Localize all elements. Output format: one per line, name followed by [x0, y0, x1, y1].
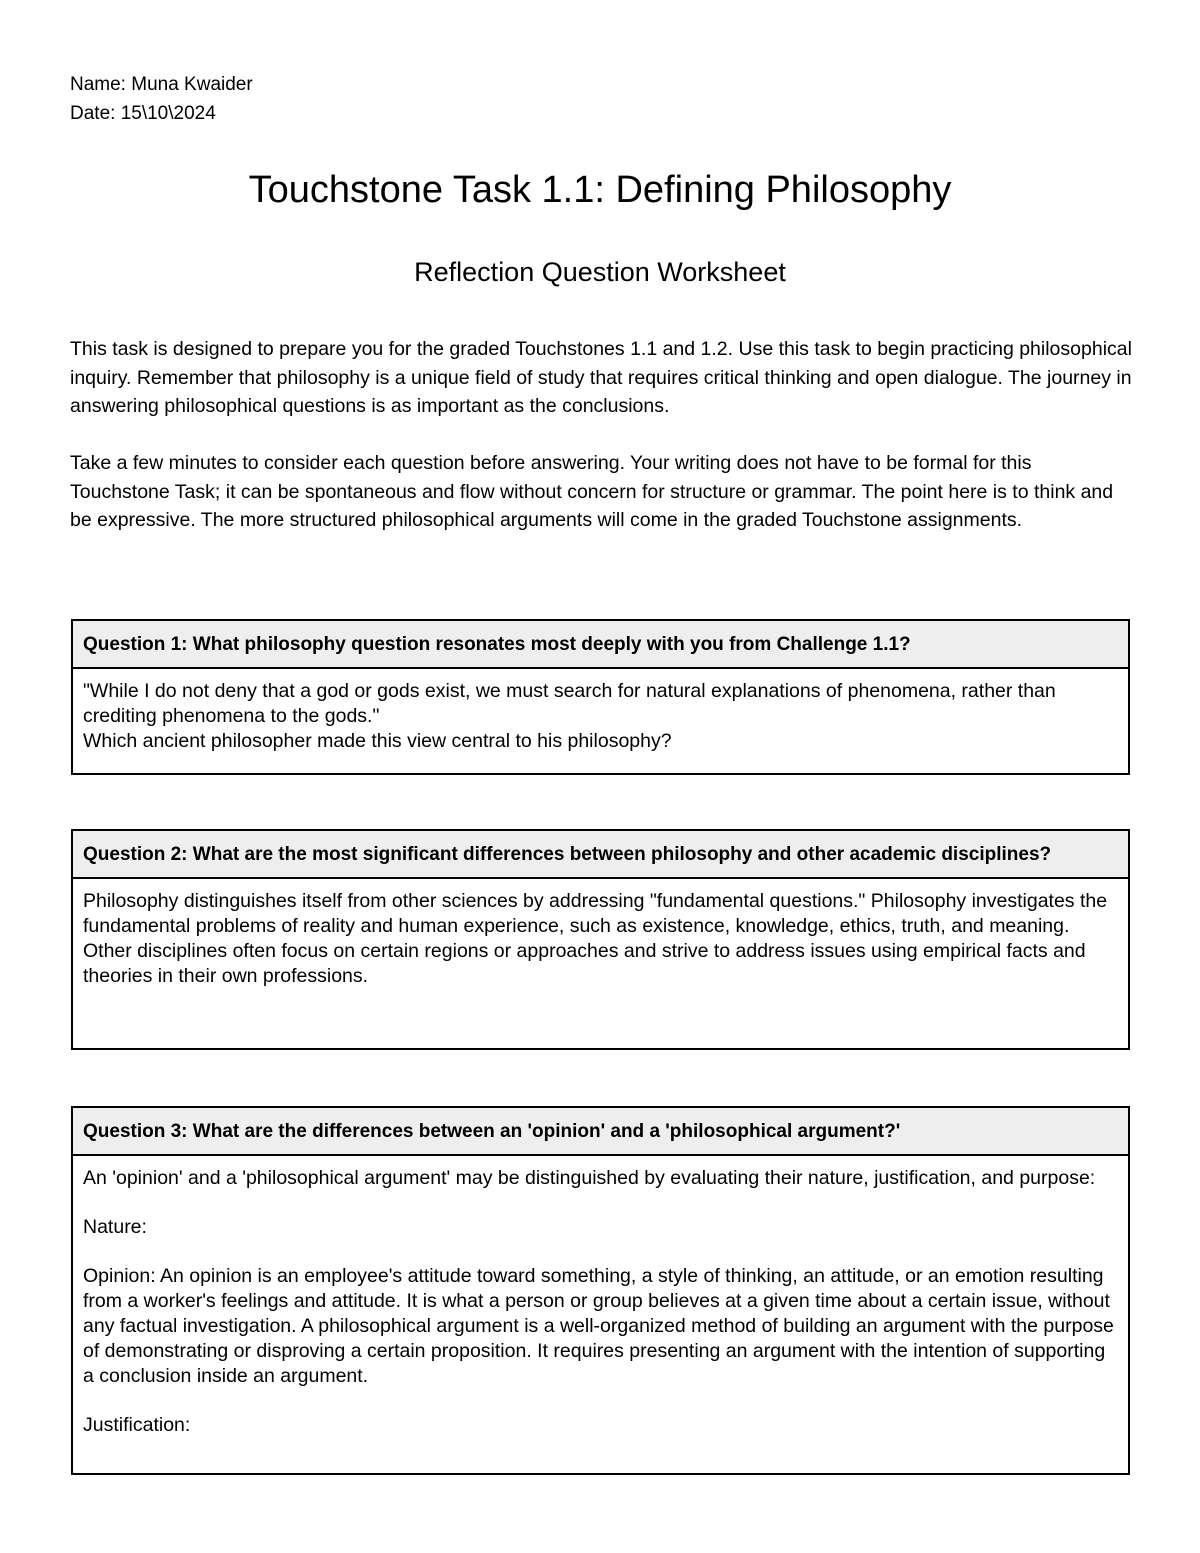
question-1-heading: Question 1: What philosophy question resonates most deeply with you from Challenge 1.1?: [73, 621, 1128, 669]
answer-line: Which ancient philosopher made this view central to his philosophy?: [83, 730, 672, 752]
document-title: Touchstone Task 1.1: Defining Philosophy: [248, 169, 952, 211]
answer-subheading-justification: Justification:: [83, 1414, 191, 1436]
question-2-heading: Question 2: What are the most significant differences between philosophy and other academic disciplines?: [73, 831, 1128, 879]
question-2-box: [71, 829, 1130, 1050]
question-2-answer: [73, 879, 1128, 999]
student-name: Name: Muna Kwaider: [70, 74, 253, 95]
instructions-paragraph: Take a few minutes to consider each question before answering. Your writing does not have to be formal for this Touchstone Task; it can be spontaneous and flow without concern for structure or grammar. The point here is to think and be expressive. The more structured philosophical arguments will come in the graded Touchstone assignments.: [70, 452, 1114, 532]
question-3-heading: Question 3: What are the differences between an 'opinion' and a 'philosophical argument?': [73, 1108, 1128, 1156]
answer-subheading-nature: Nature:: [83, 1216, 147, 1238]
question-3-box: [71, 1106, 1130, 1475]
submission-date: Date: 15\10\2024: [70, 103, 216, 124]
answer-paragraph-opinion: Opinion: An opinion is an employee's attitude toward something, a style of thinking, an attitude, or an emotion resulting from a worker's feelings and attitude. It is what a person or group believes at a given time about a certain issue, without any factual investigation. A philosophical argument is a well-organized method of building an argument with the purpose of demonstrating or disproving a certain proposition. It requires presenting an argument with the intention of supporting a conclusion inside an argument.: [83, 1265, 1114, 1387]
question-3-answer: [73, 1156, 1128, 1448]
student-info: [70, 70, 253, 128]
question-1-answer: [73, 669, 1128, 764]
answer-quote: "While I do not deny that a god or gods exist, we must search for natural explanations of phenomena, rather than crediting phenomena to the gods.": [83, 680, 1056, 727]
answer-paragraph: Philosophy distinguishes itself from other sciences by addressing "fundamental questions." Philosophy investigates the fundamental problems of reality and human experience, such as existence, knowledge, ethics, truth, and meaning. Other disciplines often focus on certain regions or approaches and strive to address issues using empirical facts and theories in their own professions.: [83, 890, 1108, 987]
answer-paragraph: An 'opinion' and a 'philosophical argument' may be distinguished by evaluating their nature, justification, and purpose:: [83, 1167, 1096, 1189]
question-1-box: [71, 619, 1130, 775]
intro-paragraph: This task is designed to prepare you for the graded Touchstones 1.1 and 1.2. Use this task to begin practicing philosophical inquiry. Remember that philosophy is a unique field of study that requires critical thinking and open dialogue. The journey in answering philosophical questions is as important as the conclusions.: [70, 338, 1132, 418]
document-subtitle: Reflection Question Worksheet: [414, 257, 786, 287]
